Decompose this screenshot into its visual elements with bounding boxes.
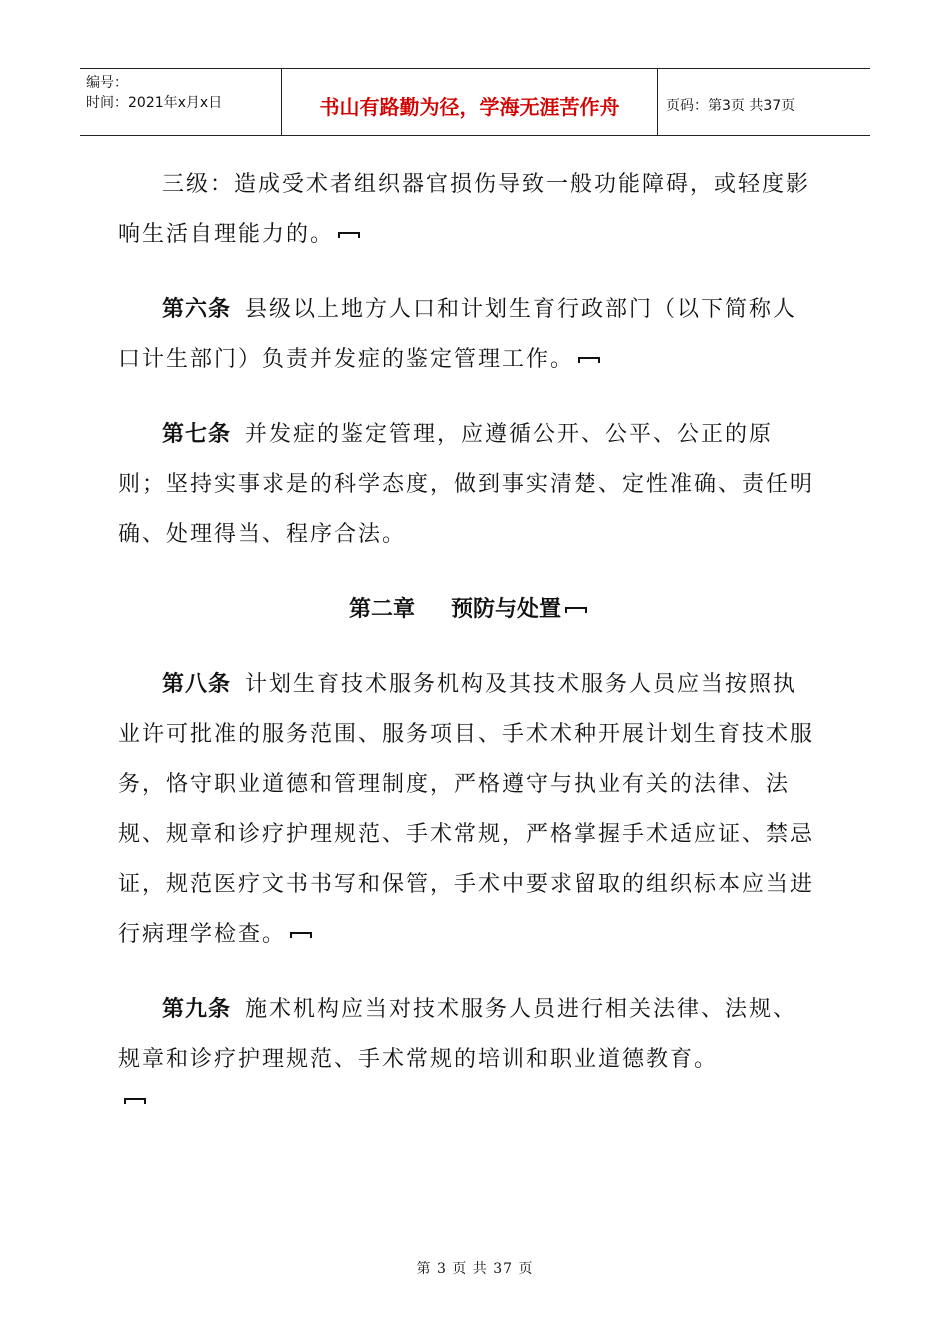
page-footer: 第 3 页 共 37 页 (416, 1261, 534, 1277)
article-title: 第八条 (162, 672, 232, 697)
paragraph-mark-icon (124, 1098, 146, 1104)
article-six (118, 285, 818, 385)
article-text: 县级以上地方人口和计划生育行政部门（以下简称人口计生部门）负责并发症的鉴定管理工作。 (118, 297, 798, 372)
article-eight (118, 660, 818, 960)
document-number-label: 编号： (86, 75, 128, 91)
header-page-info: 页码：第3页 共37页 (666, 98, 796, 114)
paragraph-text: 三级：造成受术者组织器官损伤导致一般功能障碍，或轻度影响生活自理能力的。 (118, 172, 811, 247)
article-title: 第七条 (162, 422, 232, 447)
chapter-title: 预防与处置 (451, 597, 562, 622)
document-body (118, 160, 818, 1110)
article-title: 第九条 (162, 997, 232, 1022)
paragraph-mark-icon (338, 232, 360, 238)
paragraph-mark-icon (578, 357, 600, 363)
chapter-number: 第二章 (348, 597, 415, 622)
paragraph-mark-icon (290, 932, 312, 938)
article-text: 并发症的鉴定管理，应遵循公开、公平、公正的原则；坚持实事求是的科学态度，做到事实清楚、定性准确、责任明确、处理得当、程序合法。 (118, 422, 815, 547)
header-meta (80, 69, 282, 135)
article-nine (118, 985, 818, 1085)
document-time-label: 时间：2021年x月x日 (86, 95, 223, 111)
chapter-heading (118, 585, 818, 635)
article-text: 施术机构应当对技术服务人员进行相关法律、法规、规章和诊疗护理规范、手术常规的培训和职业道德教育。 (118, 997, 798, 1072)
article-title: 第六条 (162, 297, 232, 322)
article-text: 计划生育技术服务机构及其技术服务人员应当按照执业许可批准的服务范围、服务项目、手术术种开展计划生育技术服务，恪守职业道德和管理制度，严格遵守与执业有关的法律、法规、规章和诊疗护理规范、手术常规，严格掌握手术适应证、禁忌证，规范医疗文书书写和保管，手术中要求留取的组织标本应当进行病理学检查。 (118, 672, 815, 947)
header-motto: 书山有路勤为径，学海无涯苦作舟 (282, 69, 658, 135)
page-header (80, 68, 870, 136)
article-seven (118, 410, 818, 560)
paragraph-level-three (118, 160, 818, 260)
paragraph-mark-icon (565, 607, 587, 613)
